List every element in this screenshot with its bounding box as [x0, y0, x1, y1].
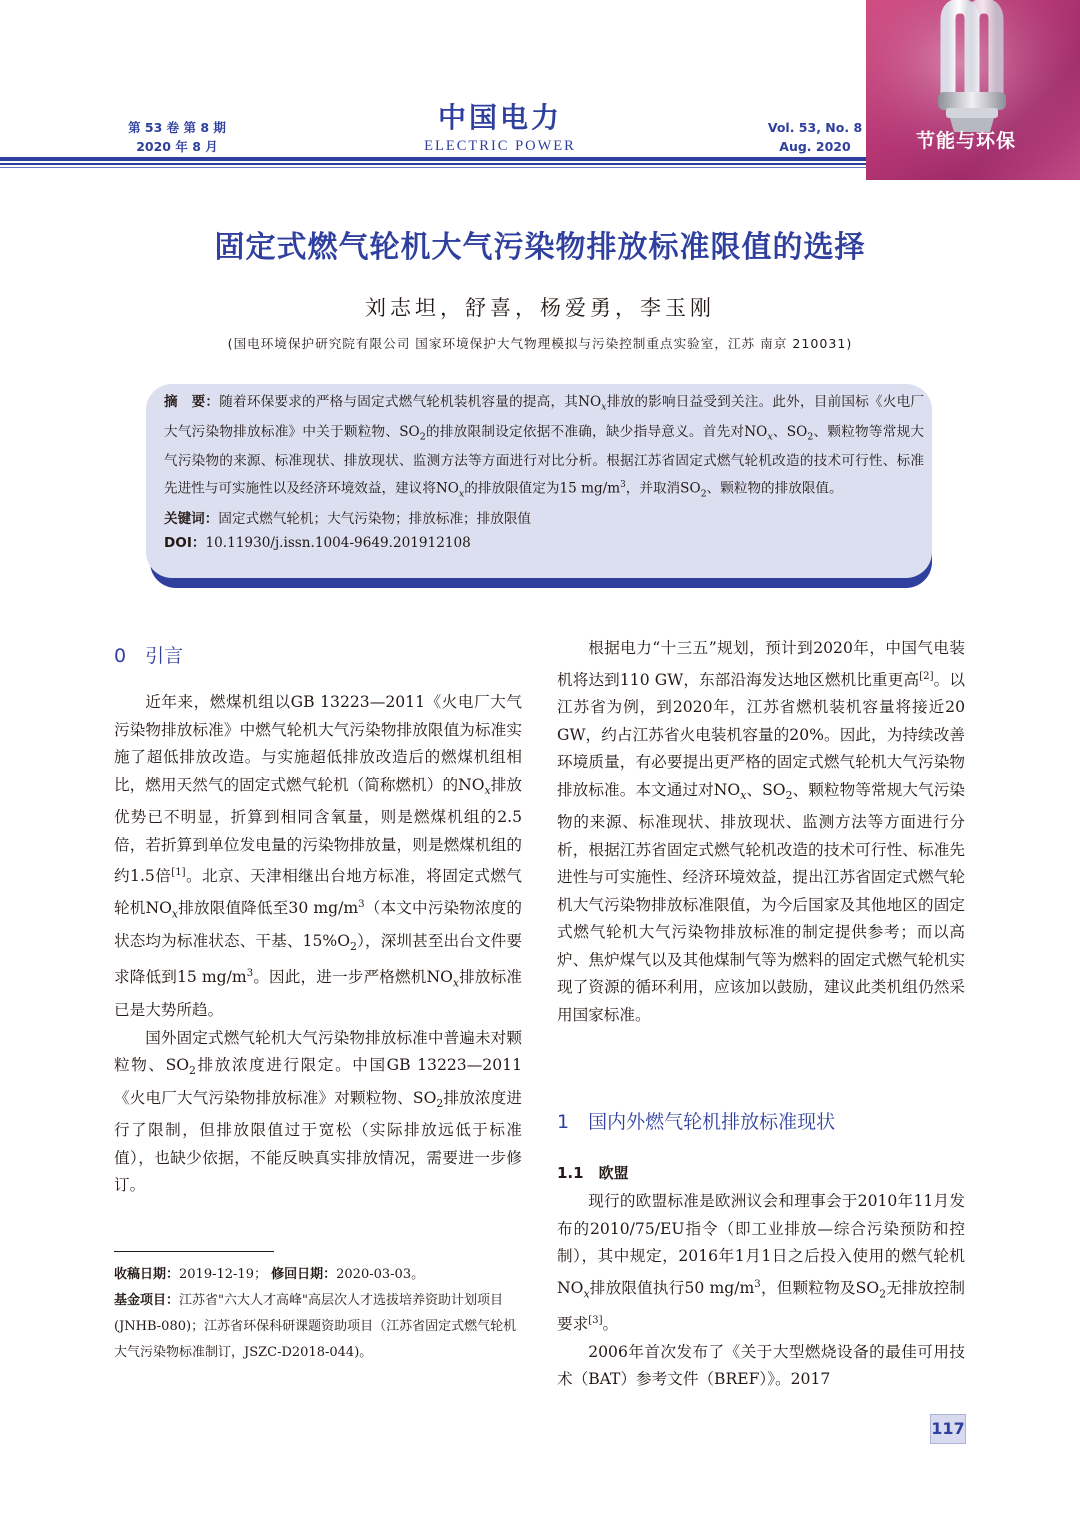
subsection-heading-1-1: 1.1 欧盟 [557, 1164, 629, 1182]
article-affiliation: (国电环境保护研究院有限公司 国家环境保护大气物理模拟与污染控制重点实验室，江苏 南京 210031) [227, 336, 853, 351]
volume-number-en: Vol. 53, No. 8 [767, 120, 863, 135]
section-heading-intro: 0 引言 [114, 645, 184, 667]
doi-label: DOI： [164, 534, 206, 551]
journal-name-en: ELECTRIC POWER [424, 138, 576, 154]
intro-paragraph-1: 近年来，燃煤机组以GB 13223—2011《火电厂大气污染物排放标准》中燃气轮机大气污染物排放限值为标准实施了超低排放改造。与实施超低排放改造后的燃煤机组相比，燃用天然气的固定式燃气轮机（简称燃机）的$NO_x$排放优势已不明显，折算到相同含氧量，则是燃煤机组的2.5倍，若折算到单位发电量的污染物排放量，则是燃煤机组的约1.5倍[1]。北京、天津相继出台地方标准，将固定式燃气轮机$NO_x$排放限值降低至30 $mg/m^3$（本文中污染物浓度的状态均为标准状态、干基、$15\%O_2$），深圳甚至出台文件要求降低到15 $mg/m^3$。因此，进一步严格燃机$NO_x$排放标准已是大势所趋。 [114, 693, 522, 1019]
volume-number-cn: 第 53 卷 第 8 期 [128, 120, 226, 135]
eu-paragraph-2: 2006年首次发布了《关于大型燃烧设备的最佳可用技术（BAT）参考文件（BREF）》。2017 [557, 1342, 965, 1389]
section-photo [866, 0, 1080, 180]
doi-value[interactable]: 10.11930/j.issn.1004-9649.201912108 [205, 534, 471, 551]
issue-date-en: Aug. 2020 [779, 139, 851, 154]
doi-line [164, 531, 924, 555]
journal-logo [380, 101, 620, 155]
left-column-body [114, 689, 522, 1200]
right-paragraph-1: 根据电力“十三五”规划，预计到2020年，中国气电装机将达到110 GW，东部沿海发达地区燃机比重更高[2]。以江苏省为例，到2020年，江苏省燃机装机容量将接近20 GW，约占江苏省火电装机容量的20%。因此，为持续改善环境质量，有必要提出更严格的固定式燃气轮机大气污染物排放标准。本文通过对$NO_x$、$SO_2$、颗粒物等常规大气污染物的来源、标准现状、排放现状、监测方法等方面进行分析，根据江苏省固定式燃气轮机改造的技术可行性、标准先进性与可实施性、经济环境效益，提出江苏省固定式燃气轮机大气污染物排放标准限值，为今后国家及其他地区的固定式燃气轮机大气污染物排放标准的制定提供参考；而以高炉、焦炉煤气以及其他煤制气等为燃料的固定式燃气轮机实现了资源的循环利用，应该加以鼓励，建议此类机组仍然采用国家标准。 [557, 639, 965, 1024]
abstract-label: 摘 要： [164, 394, 220, 410]
right-column-body [557, 635, 965, 1029]
footnote [114, 1262, 522, 1366]
light-bulb-icon [866, 0, 1080, 180]
keywords-label: 关键词： [164, 510, 219, 527]
volume-info-cn [112, 118, 242, 156]
intro-paragraph-2: 国外固定式燃气轮机大气污染物排放标准中普遍未对颗粒物、$SO_2$排放浓度进行限定。中国GB 13223—2011《火电厂大气污染物排放标准》对颗粒物、$SO_2$排放浓度进行了限制，但排放限值过于宽松（实际排放远低于标准值），也缺少依据，不能反映真实排放情况，需要进一步修订。 [114, 1028, 522, 1195]
abstract-paragraph: 摘 要：随着环保要求的严格与固定式燃气轮机装机容量的提高，其$NO_x$排放的影响日益受到关注。此外，目前国标《火电厂大气污染物排放标准》中关于颗粒物、$SO_2$的排放限制设定依据不准确，缺少指导意义。首先对$NO_x$、$SO_2$、颗粒物等常规大气污染物的来源、标准现状、排放现状、监测方法等方面进行对比分析。根据江苏省固定式燃气轮机改造的技术可行性、标准先进性与可实施性以及经济环境效益，建议将$NO_x$的排放限值定为15 $mg/m^3$，并取消$SO_2$、颗粒物的排放限值。 [164, 394, 925, 500]
header-rule [0, 157, 866, 161]
footnote-fund: 基金项目：江苏省"六大人才高峰"高层次人才选拔培养资助计划项目 (JNHB-080)；江苏省环保科研课题资助项目（江苏省固定式燃气轮机大气污染物标准制订，JSZC-D2018-044)。 [114, 1293, 517, 1360]
right-column-body-2 [557, 1188, 965, 1394]
issue-date-cn: 2020 年 8 月 [136, 139, 218, 154]
page-number: 117 [930, 1414, 966, 1444]
section-label: 节能与环保 [915, 130, 1016, 152]
header-rule-3 [0, 167, 866, 168]
keywords-line [164, 507, 924, 531]
article-title: 固定式燃气轮机大气污染物排放标准限值的选择 [214, 230, 866, 265]
section-heading-1: 1 国内外燃气轮机排放标准现状 [557, 1111, 836, 1133]
header-rule-2 [0, 163, 866, 165]
eu-paragraph-1: 现行的欧盟标准是欧洲议会和理事会于2010年11月发布的2010/75/EU指令（即工业排放—综合污染预防和控制），其中规定，2016年1月1日之后投入使用的燃气轮机$NO_x$排放限值执行50 $mg/m^3$，但颗粒物及$SO_2$无排放控制要求[3]。 [557, 1192, 966, 1334]
footnote-dates: 收稿日期：2019-12-19； 修回日期：2020-03-03。 [114, 1267, 425, 1282]
journal-name-cn: 中国电力 [437, 101, 562, 134]
article-authors: 刘志坦，舒喜，杨爱勇，李玉刚 [365, 296, 715, 320]
volume-info-en [760, 118, 870, 156]
keywords: 固定式燃气轮机；大气污染物；排放标准；排放限值 [218, 510, 532, 527]
abstract-content [164, 390, 924, 555]
footnote-rule [114, 1251, 274, 1252]
